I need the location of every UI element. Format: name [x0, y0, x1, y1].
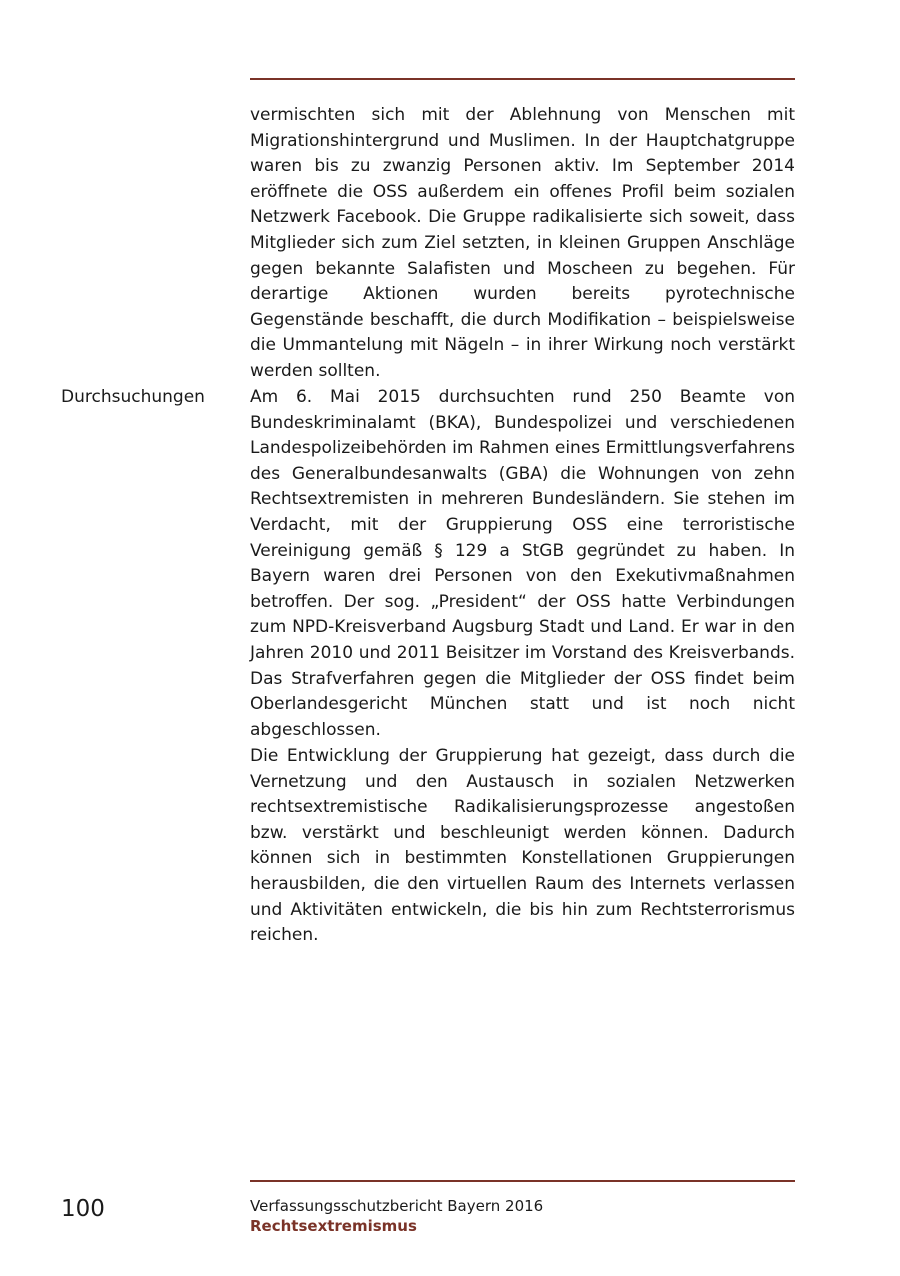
margin-label-durchsuchungen: Durchsuchungen: [61, 387, 205, 407]
footer-publication-title: Verfassungsschutzbericht Bayern 2016: [250, 1197, 544, 1215]
footer-divider: [250, 1180, 795, 1182]
header-divider: [250, 78, 795, 80]
body-paragraph-1: vermischten sich mit der Ablehnung von Menschen mit Migrationshintergrund und Muslimen. In der Hauptchatgruppe waren bis zu zwanzig Personen aktiv. Im September 2014 eröffnete die OSS außerdem ein offenes Profil beim sozialen Netzwerk Facebook. Die Gruppe radikalisierte sich soweit, dass Mitglieder sich zum Ziel setzten, in kleinen Gruppen Anschläge gegen bekannte Salafisten und Moscheen zu begehen. Für derartige Aktionen wurden bereits pyrotechnische Gegenstände beschafft, die durch Modifikation – beispielsweise die Ummantelung mit Nägeln – in ihrer Wirkung noch verstärkt werden sollten.: [250, 105, 795, 381]
footer-section-title: Rechtsextremismus: [250, 1217, 417, 1235]
body-paragraph-3: Die Entwicklung der Gruppierung hat gezeigt, dass durch die Vernetzung und den Austausch in sozialen Netzwerken rechtsextremistische Radikalisierungsprozesse angestoßen bzw. verstärkt und beschleunigt werden können. Dadurch können sich in bestimmten Konstellationen Gruppierungen herausbilden, die den virtuellen Raum des Internets verlassen und Aktivitäten entwickeln, die bis hin zum Rechtsterrorismus reichen.: [250, 746, 795, 946]
page-number: 100: [61, 1196, 105, 1222]
body-paragraph-2: Am 6. Mai 2015 durchsuchten rund 250 Beamte von Bundeskriminalamt (BKA), Bundespolizei und verschiedenen Landespolizeibehörden im Rahmen eines Ermittlungsverfahrens des Generalbundesanwalts (GBA) die Wohnungen von zehn Rechtsextremisten in mehreren Bundesländern. Sie stehen im Verdacht, mit der Gruppierung OSS eine terroristische Vereinigung gemäß § 129 a StGB gegründet zu haben. In Bayern waren drei Personen von den Exekutivmaßnahmen betroffen. Der sog. „President“ der OSS hatte Verbindungen zum NPD-Kreisverband Augsburg Stadt und Land. Er war in den Jahren 2010 und 2011 Beisitzer im Vorstand des Kreisverbands. Das Strafverfahren gegen die Mitglieder der OSS findet beim Oberlandesgericht München statt und ist noch nicht abgeschlossen.: [250, 387, 795, 740]
